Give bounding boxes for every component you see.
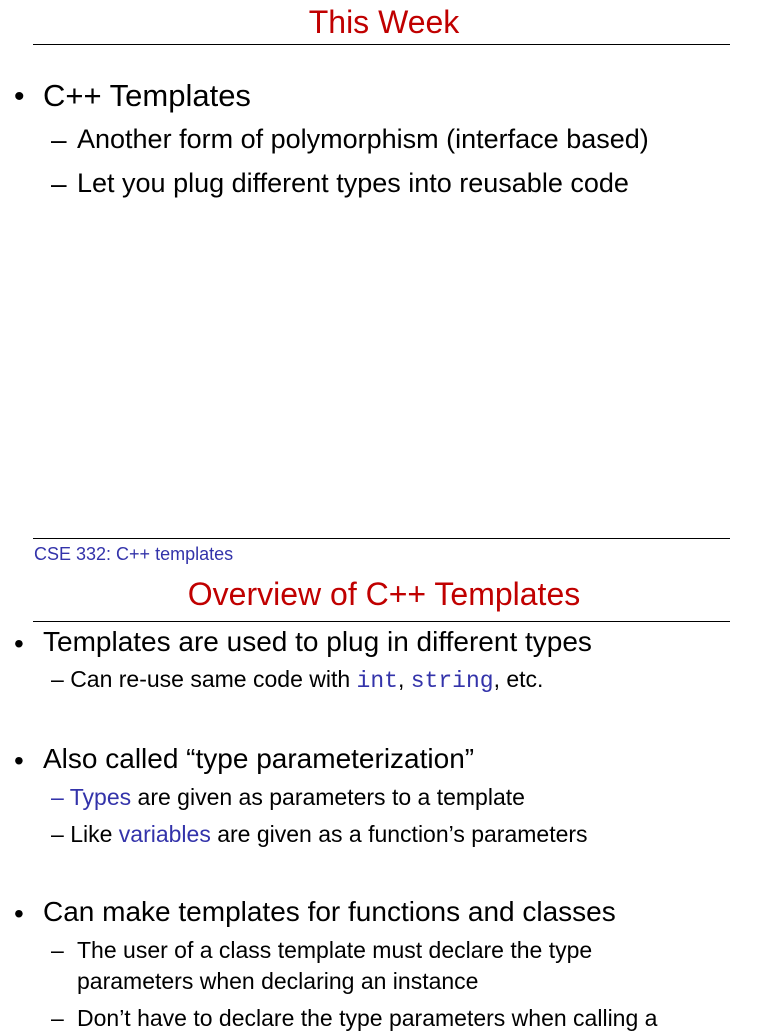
slide2-bullet3: Can make templates for functions and classes (43, 896, 616, 927)
slide1-dash2: Let you plug different types into reusable code (77, 168, 629, 198)
sub-suffix: , etc. (493, 666, 544, 692)
sub-text: are given as parameters to a template (131, 784, 525, 810)
code-int: int (356, 668, 398, 694)
slide2-bullet2-sub2 (51, 821, 588, 848)
bullet-dot: • (14, 898, 24, 929)
sub-text: are given as a function’s parameters (210, 821, 588, 847)
slide2-bullet3-sub2-line1: Don’t have to declare the type parameters when calling a (77, 1005, 658, 1031)
comma: , (397, 666, 411, 692)
slide2-bullet2-sub1 (51, 784, 525, 811)
bullet-dot: • (14, 628, 24, 659)
slide2-bullet3-sub1-line1: The user of a class template must declare the type (77, 937, 593, 963)
slide1-bullet1: C++ Templates (43, 78, 251, 113)
slide2-bullet3-sub1-line2: parameters when declaring an instance (77, 968, 479, 994)
slide2-bullet1-sub (51, 666, 543, 694)
highlight-variables: variables (118, 821, 211, 847)
dash-mark: – (51, 666, 64, 692)
slide1-title: This Week (308, 4, 460, 40)
slide2-bullet2: Also called “type parameterization” (43, 743, 475, 774)
sub-text: Can re-use same code with (70, 666, 357, 692)
dash-mark: – (51, 124, 67, 155)
slide2-title-rule (33, 621, 730, 622)
slide2-bullet1: Templates are used to plug in different types (43, 626, 592, 657)
dash-mark: – (51, 1005, 64, 1031)
slide2-footer: CSE 332: C++ templates (34, 544, 234, 564)
dash-mark: – (51, 168, 67, 199)
bullet-dot: • (14, 745, 24, 776)
dash-mark: – (51, 937, 64, 963)
bullet-dot: • (14, 80, 25, 113)
slide2-title: Overview of C++ Templates (187, 576, 581, 612)
sub-prefix: Like (70, 821, 119, 847)
slide2-top-rule (33, 538, 730, 539)
highlight-types: Types (69, 784, 132, 810)
slide1-dash1: Another form of polymorphism (interface based) (77, 124, 649, 154)
dash-mark: – (51, 784, 64, 810)
dash-mark: – (51, 821, 64, 847)
slide1-title-rule (33, 44, 730, 45)
code-string: string (410, 668, 494, 694)
